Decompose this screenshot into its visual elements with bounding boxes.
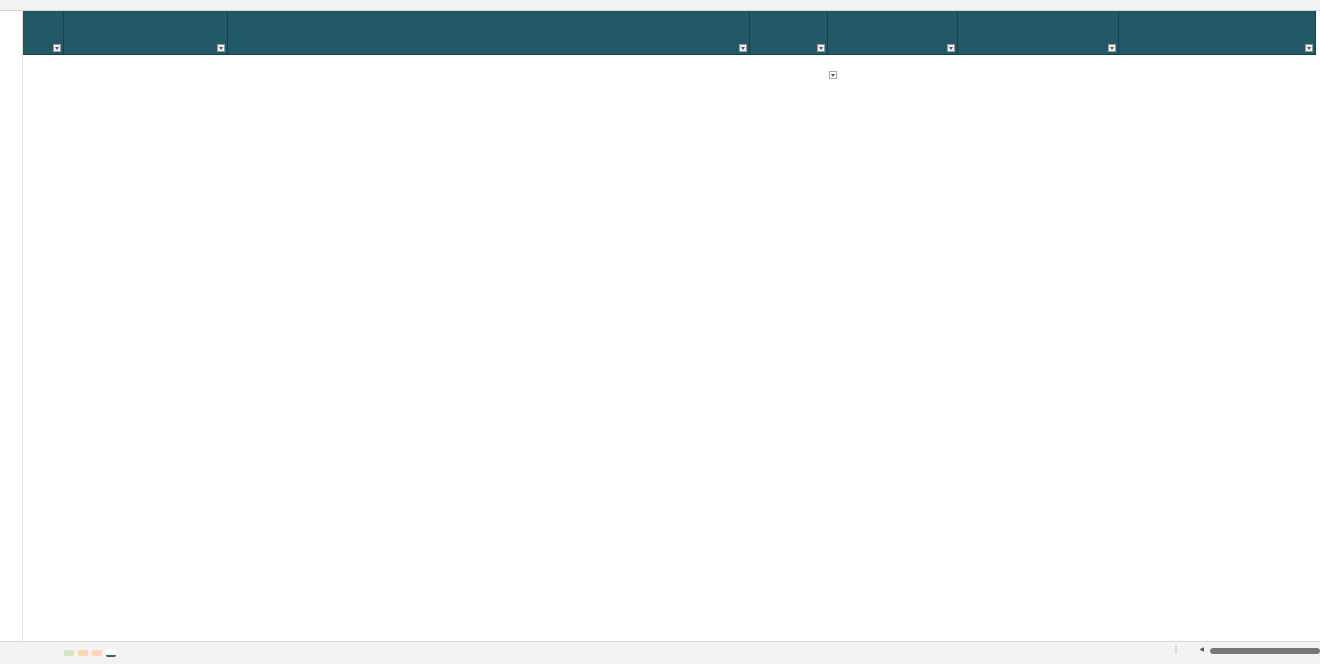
horizontal-scrollbar[interactable]	[1210, 648, 1320, 654]
column-header-bar	[0, 0, 1320, 11]
tab-documents-records[interactable]	[78, 650, 88, 656]
filter-dropdown-icon[interactable]	[947, 44, 955, 52]
filter-dropdown-icon[interactable]	[217, 44, 225, 52]
status-dropdown-icon[interactable]	[829, 71, 837, 79]
header-notes[interactable]	[958, 11, 1119, 55]
filter-dropdown-icon[interactable]	[1108, 44, 1116, 52]
header-check[interactable]	[228, 11, 750, 55]
header-title[interactable]	[64, 11, 228, 55]
tab-splitter-handle[interactable]: ⋮	[1172, 645, 1180, 654]
tab-clauses[interactable]	[92, 650, 102, 656]
header-iso[interactable]	[23, 11, 64, 55]
filter-dropdown-icon[interactable]	[53, 44, 61, 52]
header-row	[23, 11, 1316, 55]
tab-dashboard[interactable]	[64, 650, 74, 656]
header-status[interactable]	[750, 11, 828, 55]
header-recommendations[interactable]	[1119, 11, 1316, 55]
filter-dropdown-icon[interactable]	[1305, 44, 1313, 52]
header-reference[interactable]	[828, 11, 958, 55]
tab-annex-controls[interactable]	[106, 649, 116, 657]
column-a	[15, 11, 23, 641]
sheet-tab-bar	[0, 641, 1320, 664]
scroll-left-icon[interactable]: ◀	[1199, 647, 1204, 653]
filter-dropdown-icon[interactable]	[817, 44, 825, 52]
filter-dropdown-icon[interactable]	[739, 44, 747, 52]
